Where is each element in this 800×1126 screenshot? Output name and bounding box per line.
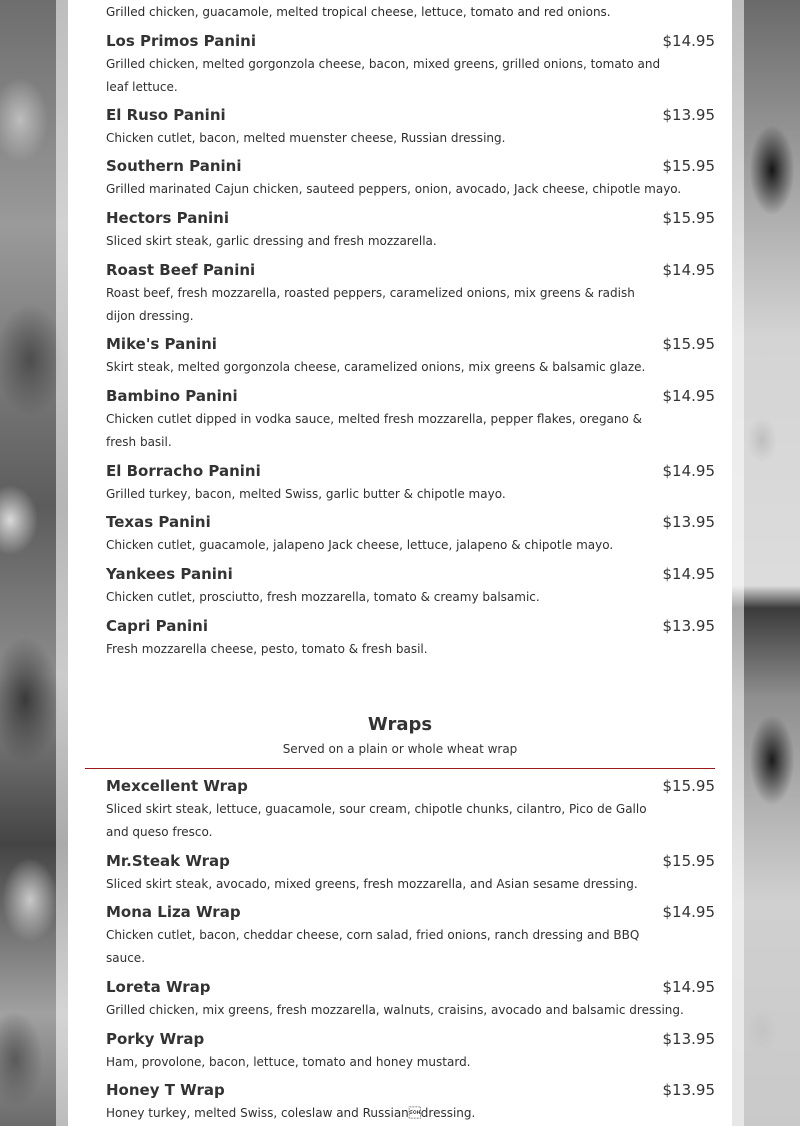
item-name: Yankees Panini bbox=[106, 565, 233, 583]
item-description: Grilled chicken, mix greens, fresh mozzarella, walnuts, craisins, avocado and balsamic dressing. bbox=[106, 1003, 684, 1017]
item-name: Hectors Panini bbox=[106, 209, 229, 227]
item-name: Roast Beef Panini bbox=[106, 261, 256, 279]
item-description: Sliced skirt steak, lettuce, guacamole, sour cream, chipotle chunks, cilantro, Pico de Gallo and queso fresco. bbox=[106, 802, 647, 839]
item-name: Porky Wrap bbox=[106, 1030, 205, 1048]
item-price: $13.95 bbox=[662, 617, 715, 635]
item-name: Southern Panini bbox=[106, 157, 242, 175]
item-price: $14.95 bbox=[662, 387, 715, 405]
item-price: $13.95 bbox=[662, 513, 715, 531]
item-description: Chicken cutlet, bacon, cheddar cheese, corn salad, fried onions, ranch dressing and BBQ sauce. bbox=[106, 928, 640, 965]
item-price: $14.95 bbox=[662, 903, 715, 921]
menu-panel bbox=[68, 0, 732, 1126]
item-price: $14.95 bbox=[662, 462, 715, 480]
item-description: Grilled chicken, melted gorgonzola cheese, bacon, mixed greens, grilled onions, tomato and leaf lettuce. bbox=[106, 57, 661, 94]
item-price: $15.95 bbox=[662, 335, 715, 353]
item-price: $15.95 bbox=[662, 777, 715, 795]
item-price: $15.95 bbox=[662, 852, 715, 870]
section-subtitle: Served on a plain or whole wheat wrap bbox=[282, 742, 518, 756]
item-price: $14.95 bbox=[662, 978, 715, 996]
item-description: Ham, provolone, bacon, lettuce, tomato and honey mustard. bbox=[106, 1055, 471, 1069]
item-name: Bambino Panini bbox=[106, 387, 238, 405]
item-name: Los Primos Panini bbox=[106, 32, 256, 50]
item-name: Mona Liza Wrap bbox=[106, 903, 241, 921]
background-left-photo bbox=[0, 0, 68, 1126]
item-description: Chicken cutlet, bacon, melted muenster cheese, Russian dressing. bbox=[106, 131, 506, 145]
item-price: $15.95 bbox=[662, 157, 715, 175]
item-description: Skirt steak, melted gorgonzola cheese, caramelized onions, mix greens & balsamic glaze. bbox=[106, 360, 646, 374]
item-description: Fresh mozzarella cheese, pesto, tomato & fresh basil. bbox=[106, 642, 428, 656]
item-name: Honey T Wrap bbox=[106, 1081, 225, 1099]
item-description: Sliced skirt steak, garlic dressing and fresh mozzarella. bbox=[106, 234, 437, 248]
item-description: Grilled turkey, bacon, melted Swiss, garlic butter & chipotle mayo. bbox=[106, 487, 506, 501]
item-description: Chicken cutlet dipped in vodka sauce, melted fresh mozzarella, pepper flakes, oregano & fresh basil. bbox=[106, 412, 643, 449]
background-right-photo bbox=[732, 0, 800, 1126]
item-price: $14.95 bbox=[662, 261, 715, 279]
item-name: Texas Panini bbox=[106, 513, 211, 531]
item-price: $15.95 bbox=[662, 209, 715, 227]
item-price: $13.95 bbox=[662, 1030, 715, 1048]
item-description: Chicken cutlet, prosciutto, fresh mozzarella, tomato & creamy balsamic. bbox=[106, 590, 540, 604]
item-description: Honey turkey, melted Swiss, coleslaw and Russiandressing. bbox=[106, 1106, 476, 1120]
section-divider bbox=[85, 768, 715, 769]
item-name: El Ruso Panini bbox=[106, 106, 226, 124]
item-description: Grilled marinated Cajun chicken, sauteed peppers, onion, avocado, Jack cheese, chipotle mayo. bbox=[106, 182, 682, 196]
item-name: Mike's Panini bbox=[106, 335, 217, 353]
section-title-wraps: Wraps bbox=[367, 714, 433, 735]
item-name: Mexcellent Wrap bbox=[106, 777, 248, 795]
item-name: El Borracho Panini bbox=[106, 462, 261, 480]
item-description: Chicken cutlet, guacamole, jalapeno Jack cheese, lettuce, jalapeno & chipotle mayo. bbox=[106, 538, 614, 552]
item-description: Roast beef, fresh mozzarella, roasted peppers, caramelized onions, mix greens & radish dijon dressing. bbox=[106, 286, 635, 323]
item-name: Loreta Wrap bbox=[106, 978, 211, 996]
item-name: Mr.Steak Wrap bbox=[106, 852, 230, 870]
item-description: Sliced skirt steak, avocado, mixed greens, fresh mozzarella, and Asian sesame dressing. bbox=[106, 877, 638, 891]
item-price: $14.95 bbox=[662, 565, 715, 583]
item-price: $13.95 bbox=[662, 1081, 715, 1099]
item-price: $14.95 bbox=[662, 32, 715, 50]
item-price: $13.95 bbox=[662, 106, 715, 124]
item-name: Capri Panini bbox=[106, 617, 208, 635]
previous-item-description: Grilled chicken, guacamole, melted tropical cheese, lettuce, tomato and red onions. bbox=[106, 5, 611, 19]
